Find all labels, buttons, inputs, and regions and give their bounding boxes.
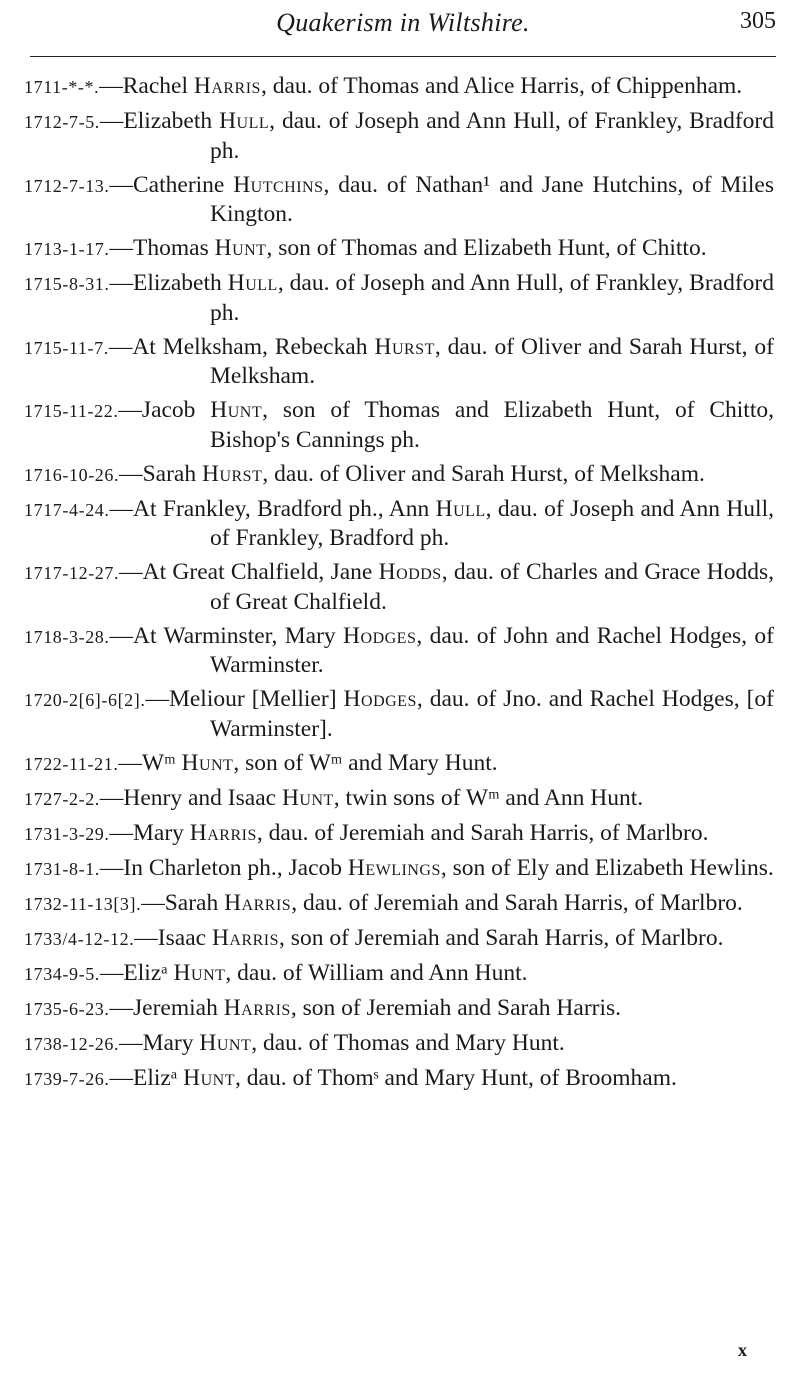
entry-date: 1732-11-13[3]. [24,893,142,914]
entry-rest: , dau. of Jeremiah and Sarah Harris, of Marlbro. [256,819,709,846]
entry-date: 1715-11-22. [24,401,119,421]
entry-date: 1713-1-17. [24,239,110,259]
entry-surname: Hewlings [347,854,441,881]
entry-rest: , son of Thomas and Elizabeth Hunt, of Chitto, Bishop's Cannings ph. [210,397,774,453]
entry-text: —At Warminster, Mary [109,622,344,649]
entry-text: —Mary [109,819,190,846]
entry-text: —Catherine [109,171,234,198]
register-entry [24,1029,774,1059]
entry-surname: Hull [227,270,278,296]
entry-date: 1711-*-*. [24,77,100,97]
signature-mark: x [738,1340,748,1360]
entry-surname: Harris [223,994,291,1021]
entry-date: 1739-7-26. [24,1068,110,1089]
entry-text: —At Frankley, Bradford ph., Ann [109,495,436,522]
entry-date: 1733/4-12-12. [24,928,135,949]
entry-surname: Harris [211,924,280,951]
entry-rest: , dau. of Joseph and Ann Hull, of Frankley, Bradford ph. [210,270,775,326]
entry-rest: , dau. of Jeremiah and Sarah Harris, of Marlbro. [291,889,743,916]
running-title: Quakerism in Wiltshire. [276,8,530,37]
entry-date: 1718-3-28. [24,626,110,647]
entry-surname: Hodges [343,622,417,649]
entry-rest: , dau. of Thomas and Mary Hunt. [251,1029,565,1056]
entry-date: 1731-8-1. [24,858,100,879]
entry-rest: , dau. of Oliver and Sarah Hurst, of Melksham. [262,460,705,487]
register-entry [24,994,774,1024]
register-entry [24,171,774,229]
page-number: 305 [740,8,776,34]
entry-surname: Harris [189,819,257,846]
header-rule [30,56,776,57]
register-entry [24,685,774,743]
entry-text: —Jeremiah [109,994,224,1021]
entry-date: 1722-11-21. [24,753,119,774]
entry-date: 1734-9-5. [24,963,100,984]
entry-surname: Harris [193,73,261,99]
entry-text: —Sarah [119,460,202,487]
entry-rest: , twin sons of Wᵐ and Ann Hunt. [333,784,644,811]
page-header [30,8,776,48]
entry-rest: , son of Wᵐ and Mary Hunt. [233,749,498,776]
entry-date: 1727-2-2. [24,788,100,809]
entry-rest: , son of Ely and Elizabeth Hewlins. [440,854,774,881]
entry-text: —Thomas [109,235,215,261]
entry-text: —At Melksham, Rebeckah [108,333,375,360]
entry-text: —Mary [119,1029,200,1056]
register-entry [24,460,774,490]
entry-text: —Meliour [Mellier] [145,686,344,712]
register-entry [24,72,774,102]
entry-text: —Henry and Isaac [99,784,282,811]
entry-date: 1735-6-23. [24,998,110,1019]
entry-rest: , dau. of Thomˢ and Mary Hunt, of Broomham. [235,1064,677,1091]
entry-surname: Hull [435,495,486,522]
register-entry [24,1064,774,1094]
entry-surname: Hunt [210,397,263,423]
entry-date: 1720-2[6]-6[2]. [24,690,146,710]
entry-text: —Jacob [118,397,211,423]
entry-text: —At Great Chalfield, Jane [119,559,379,585]
entry-surname: Hunt [281,784,334,811]
entry-text: —Sarah [141,889,225,916]
register-entry [24,924,774,954]
register-entry [24,333,774,391]
entry-rest: , dau. of Thomas and Alice Harris, of Chippenham. [260,73,743,99]
entry-text: —Elizabeth [99,108,220,134]
entry-date: 1738-12-26. [24,1033,120,1054]
entry-surname: Harris [224,889,292,916]
register-entries [24,72,774,1099]
register-entry [24,234,774,264]
register-entry [24,819,774,849]
entry-text: —Wᵐ [118,749,182,776]
register-entry [24,107,774,165]
entry-rest: , son of Jeremiah and Sarah Harris, of Marlbro. [279,924,724,951]
register-entry [24,269,774,327]
entry-surname: Hurst [374,333,435,360]
entry-rest: , dau. of Joseph and Ann Hull, of Frankley, Bradford ph. [210,108,774,164]
register-entry [24,854,774,884]
entry-surname: Hunt [181,749,234,776]
entry-surname: Hull [219,108,270,134]
entry-text: —Elizᵃ [109,1064,184,1091]
entry-surname: Hunt [214,235,267,261]
entry-rest: , dau. of William and Ann Hunt. [225,959,528,986]
entry-date: 1731-3-29. [24,823,110,844]
register-entry [24,959,774,989]
entry-text: —In Charleton ph., Jacob [99,854,348,881]
entry-rest: , dau. of Oliver and Sarah Hurst, of Melksham. [210,333,775,389]
register-entry [24,622,774,680]
register-entry [24,749,774,779]
register-entry [24,396,774,454]
entry-text: —Rachel [99,73,194,99]
entry-date: 1712-7-5. [24,112,100,132]
entry-surname: Hodds [378,559,442,585]
entry-surname: Hurst [201,460,263,487]
register-entry [24,558,774,616]
entry-rest: , son of Jeremiah and Sarah Harris. [290,994,622,1021]
entry-rest: , son of Thomas and Elizabeth Hunt, of Chitto. [266,235,707,261]
entry-rest: , dau. of Jno. and Rachel Hodges, [of Warminster]. [210,686,775,742]
register-entry [24,889,774,919]
entry-rest: , dau. of Joseph and Ann Hull, of Frankley, Bradford ph. [210,495,774,551]
register-entry [24,495,774,553]
entry-rest: , dau. of Charles and Grace Hodds, of Great Chalfield. [210,559,774,615]
entry-date: 1717-4-24. [24,499,110,520]
entry-date: 1717-12-27. [24,563,120,583]
entry-date: 1715-11-7. [24,337,109,358]
register-entry [24,784,774,814]
entry-rest: , dau. of John and Rachel Hodges, of Warminster. [210,622,774,678]
entry-surname: Hunt [199,1029,252,1056]
entry-text: —Isaac [134,924,212,951]
entry-date: 1712-7-13. [24,175,110,196]
entry-date: 1715-8-31. [24,274,110,294]
entry-surname: Hunt [183,1064,236,1091]
entry-surname: Hutchins [233,171,324,198]
entry-text: —Elizᵃ [99,959,174,986]
entry-surname: Hunt [173,959,226,986]
entry-surname: Hodges [343,686,417,712]
entry-date: 1716-10-26. [24,464,120,485]
entry-rest: , dau. of Nathan¹ and Jane Hutchins, of Miles Kington. [210,171,774,227]
entry-text: —Elizabeth [109,270,228,296]
